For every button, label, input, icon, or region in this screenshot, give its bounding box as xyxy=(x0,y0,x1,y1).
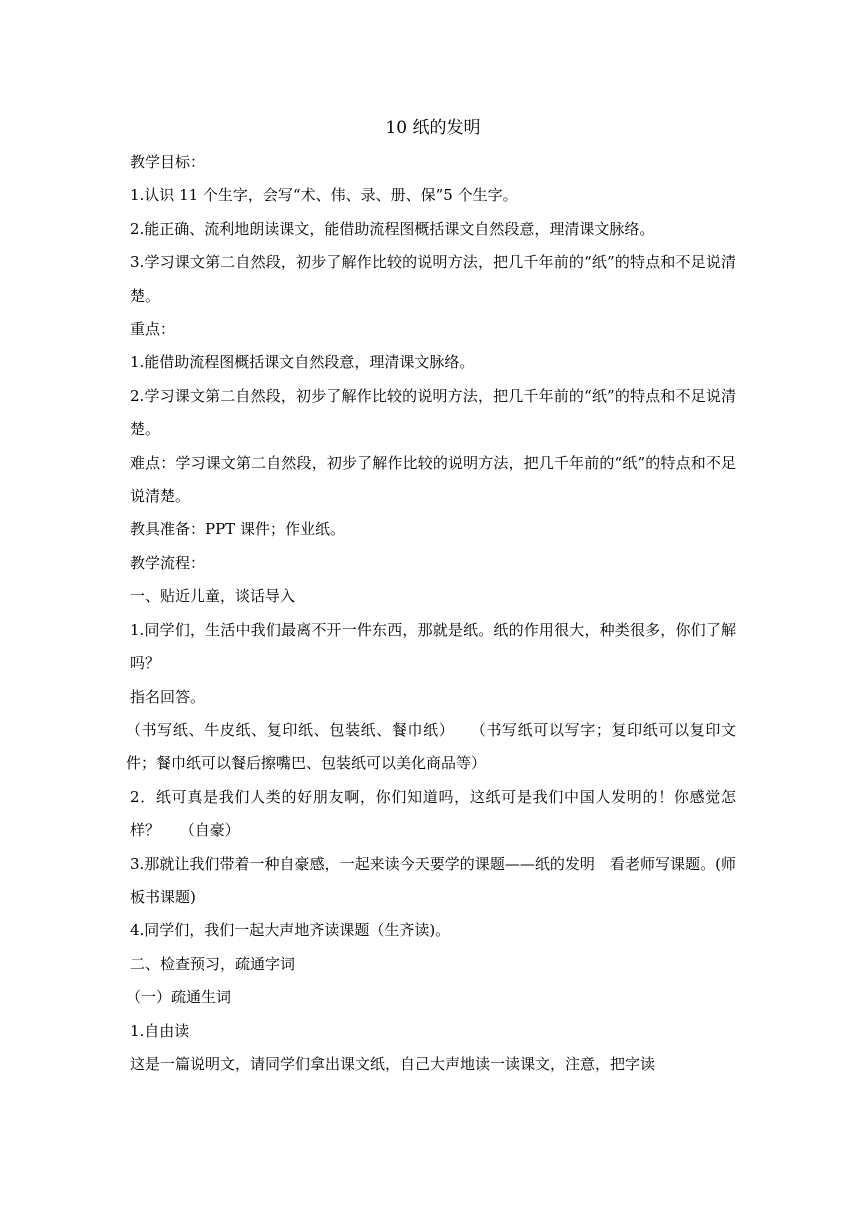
section-heading-teaching-process: 教学流程： xyxy=(130,553,206,572)
subsubsection-heading-1: （一）疏通生词 xyxy=(126,988,232,1007)
document-title: 10 纸的发明 xyxy=(385,118,481,138)
process-item-1: 1.同学们，生活中我们最离不开一件东西，那就是纸。纸的作用很大，种类很多，你们了解吗？ xyxy=(130,620,736,673)
key-point-item-1: 1.能借助流程图概括课文自然段意，理清课文脉络。 xyxy=(130,353,475,372)
document-body xyxy=(126,112,736,1081)
materials-paragraph: 教具准备：PPT 课件；作业纸。 xyxy=(130,520,345,539)
process-note-paper-types: （书写纸、牛皮纸、复印纸、包装纸、餐巾纸） （书写纸可以写字；复印纸可以复印文件；餐巾纸可以餐后擦嘴巴、包装纸可以美化商品等） xyxy=(126,720,736,773)
process-item-4: 4.同学们，我们一起大声地齐读课题（生齐读)。 xyxy=(130,921,451,940)
step-item-1: 1.自由读 xyxy=(130,1021,190,1040)
subsection-heading-2: 二、检查预习，疏通字词 xyxy=(130,954,296,973)
subsection-heading-1: 一、贴近儿童，谈话导入 xyxy=(130,587,296,606)
section-heading-teaching-goals: 教学目标： xyxy=(130,153,206,171)
process-item-3: 3.那就让我们带着一种自豪感，一起来读今天要学的课题——纸的发明 看老师写课题。(师板书课题) xyxy=(130,854,736,906)
step-paragraph: 这是一篇说明文，请同学们拿出课文纸，自己大声地读一读课文，注意，把字读 xyxy=(130,1054,656,1073)
process-note-answer: 指名回答。 xyxy=(130,687,206,706)
key-point-item-2: 2.学习课文第二自然段，初步了解作比较的说明方法，把几千年前的“纸”的特点和不足说清楚。 xyxy=(130,386,736,439)
difficulty-paragraph: 难点：学习课文第二自然段，初步了解作比较的说明方法，把几千年前的“纸”的特点和不足说清楚。 xyxy=(130,453,736,506)
process-item-2: 2．纸可真是我们人类的好朋友啊，你们知道吗，这纸可是我们中国人发明的！你感觉怎样？ （自豪） xyxy=(130,787,736,840)
section-heading-key-points: 重点： xyxy=(130,320,176,339)
goal-item-1: 1.认识 11 个生字，会写“术、伟、录、册、保”5 个生字。 xyxy=(130,186,518,205)
goal-item-3: 3.学习课文第二自然段，初步了解作比较的说明方法，把几千年前的“纸”的特点和不足说清楚。 xyxy=(130,253,736,305)
goal-item-2: 2.能正确、流利地朗读课文，能借助流程图概括课文自然段意，理清课文脉络。 xyxy=(130,219,655,238)
